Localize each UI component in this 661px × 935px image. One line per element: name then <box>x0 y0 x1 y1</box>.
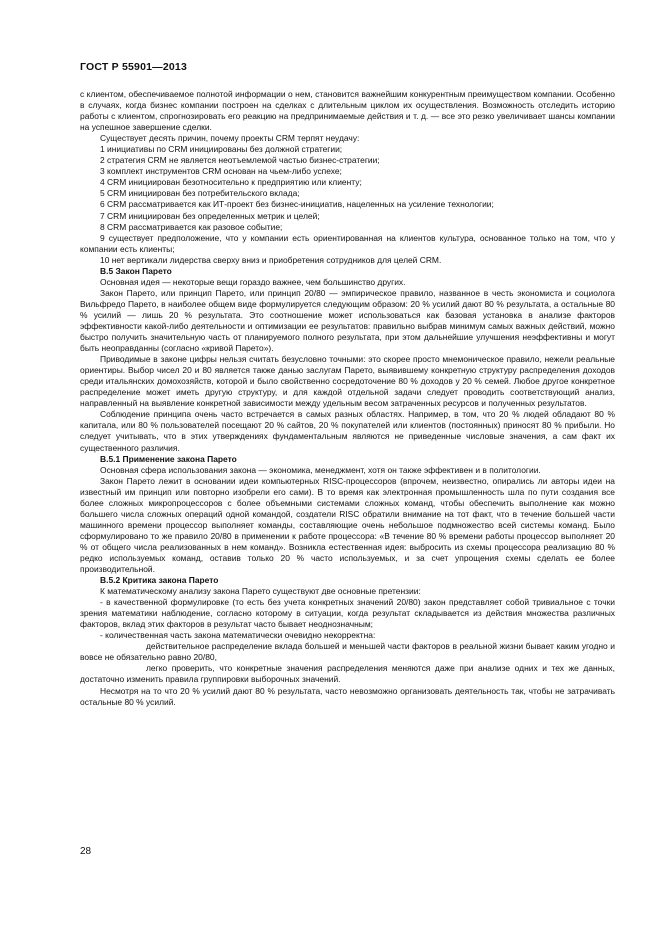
reasons-list <box>80 144 615 266</box>
list-item: 5 CRM инициирован без потребительского вклада; <box>100 188 300 199</box>
paragraph: Закон Парето, или принцип Парето, или принцип 20/80 — эмпирическое правило, названное в честь экономиста и социолога Вильфредо Парето, в наиболее общем виде формулируется следующим образом: 20 % усилий дают 80 % результата, а остальные 80 % усилий — лишь 20 % результата. Это соотношение может использоваться как базовая установка в анализе факторов эффективности какой-либо деятельности и оптимизации ее результатов: правильно выбрав минимум самых важных действий, можно быстро получить значительную часть от планируемого полного результата, при этом дальнейшие улучшения неэффективны и могут быть неоправданны (согласно «кривой Парето»). <box>80 287 615 354</box>
body-text <box>80 89 615 708</box>
paragraph: Несмотря на то что 20 % усилий дают 80 % результата, часто невозможно организовать деятельность так, чтобы не затрачивать остальные 80 % усилий. <box>80 685 615 707</box>
subsection-heading: В.5.1 Применение закона Парето <box>100 453 237 464</box>
list-item: 4 CRM инициирован безотносительно к предприятию или клиенту; <box>100 177 362 188</box>
paragraph: К математическому анализу закона Парето существуют две основные претензии: <box>100 586 421 597</box>
list-item: 1 инициативы по CRM инициированы без должной стратегии; <box>100 144 343 155</box>
subsection-heading: В.5.2 Критика закона Парето <box>100 575 219 586</box>
list-item: - количественная часть закона математически очевидно некорректна: <box>100 630 376 641</box>
list-item: 3 комплект инструментов CRM основан на чьем-либо успехе; <box>100 166 342 177</box>
list-item: 8 CRM рассматривается как разовое событие; <box>100 221 283 232</box>
paragraph: Приводимые в законе цифры нельзя считать безусловно точными: это скорее просто мнемоническое правило, нежели реальные ориентиры. Выбор чисел 20 и 80 является также данью заслугам Парето, выявившему конкретную структуру распределения доходов среди итальянских домохозяйств, которой и было свойственно сосредоточение 80 % доходов у 20 % семей. Любое другое конкретное распределение может иметь другую структуру, и для каждой отдельной задачи следует проводить соответствующий анализ, направленный на выявление конкретной зависимости между удельным весом затраченных ресурсов и полученных результатов. <box>80 354 615 409</box>
list-item: легко проверить, что конкретные значения распределения меняются даже при анализе одних и тех же данных, достаточно изменить правила группировки выборочных значений. <box>80 663 615 685</box>
paragraph: Основная сфера использования закона — экономика, менеджмент, хотя он также эффективен и в политологии. <box>100 464 541 475</box>
list-item: действительное распределение вклада большей и меньшей части факторов в реальной жизни бывает каким угодно и вовсе не обязательно равно 20/80, <box>80 641 615 663</box>
list-item: 9 существует предположение, что у компании есть ориентированная на клиентов культура, основанное только на том, что у компании есть клиенты; <box>80 232 615 254</box>
page-number: 28 <box>80 846 92 857</box>
list-item: 2 стратегия CRM не является неотъемлемой частью бизнес-стратегии; <box>100 155 380 166</box>
paragraph: с клиентом, обеспечиваемое полнотой информации о нем, становится важнейшим конкурентным преимуществом компании. Особенно в случаях, когда бизнес компании построен на сделках с длительным циклом их осуществления. Возможность отследить историю работы с клиентом, спрогнозировать его реакцию на предпринимаемые действия и т. д. — все это резко увеличивает шансы компании на успешное завершение сделки. <box>80 89 615 133</box>
paragraph: Соблюдение принципа очень часто встречается в самых разных областях. Например, в том, что 20 % людей обладают 80 % капитала, или 80 % пользователей посещают 20 % сайтов, 20 % покупателей или клиентов (постоянных) приносят 80 % прибыли. Но следует учитывать, что в этих утверждениях фундаментальным являются не приведенные числовые значения, а сам факт их существенного различия. <box>80 409 615 453</box>
paragraph: Существует десять причин, почему проекты CRM терпят неудачу: <box>100 133 360 144</box>
list-item: - в качественной формулировке (то есть без учета конкретных значений 20/80) закон представляет собой тривиальное с точки зрения математики наблюдение, согласно которому в ситуации, когда результат складывается из действия множества различных факторов, вклад этих факторов в результат часто бывает неоднозначным; <box>80 597 615 630</box>
list-item: 10 нет вертикали лидерства сверху вниз и приобретения сотрудников для целей CRM. <box>100 254 442 265</box>
list-item: 7 CRM инициирован без определенных метрик и целей; <box>100 210 320 221</box>
section-heading: В.5 Закон Парето <box>100 265 172 276</box>
standard-title: ГОСТ Р 55901—2013 <box>80 61 188 73</box>
list-item: 6 CRM рассматривается как ИТ-проект без бизнес-инициатив, нацеленных на усиление технологии; <box>100 199 494 210</box>
paragraph: Основная идея — некоторые вещи гораздо важнее, чем большинство других. <box>100 276 406 287</box>
paragraph: Закон Парето лежит в основании идеи компьютерных RISC-процессоров (впрочем, неизвестно, опирались ли авторы идеи на известный им принцип или повторно изобрели его сами). В то время как электронная промышленность шла по пути создания все более сложных микропроцессоров с более объемными системами сложных команд, чтобы обеспечить выполнение как можно большего числа сложных операций одной командой, создатели RISC обратили внимание на тот факт, что в течение большей части машинного времени процессор выполняет команды, составляющие очень небольшое подмножество всей системы команд. Было сформулировано то же правило 20/80 в применении к работе процессора: «В течение 80 % времени работы процессор выполняет 20 % от общего числа реализованных в нем команд». Возникла естественная идея: выбросить из схемы процессора реализацию 80 % редко используемых команд, оставив только 20 % часто используемых, и за счет упрощения схемы сделать ее более производительной. <box>80 475 615 575</box>
